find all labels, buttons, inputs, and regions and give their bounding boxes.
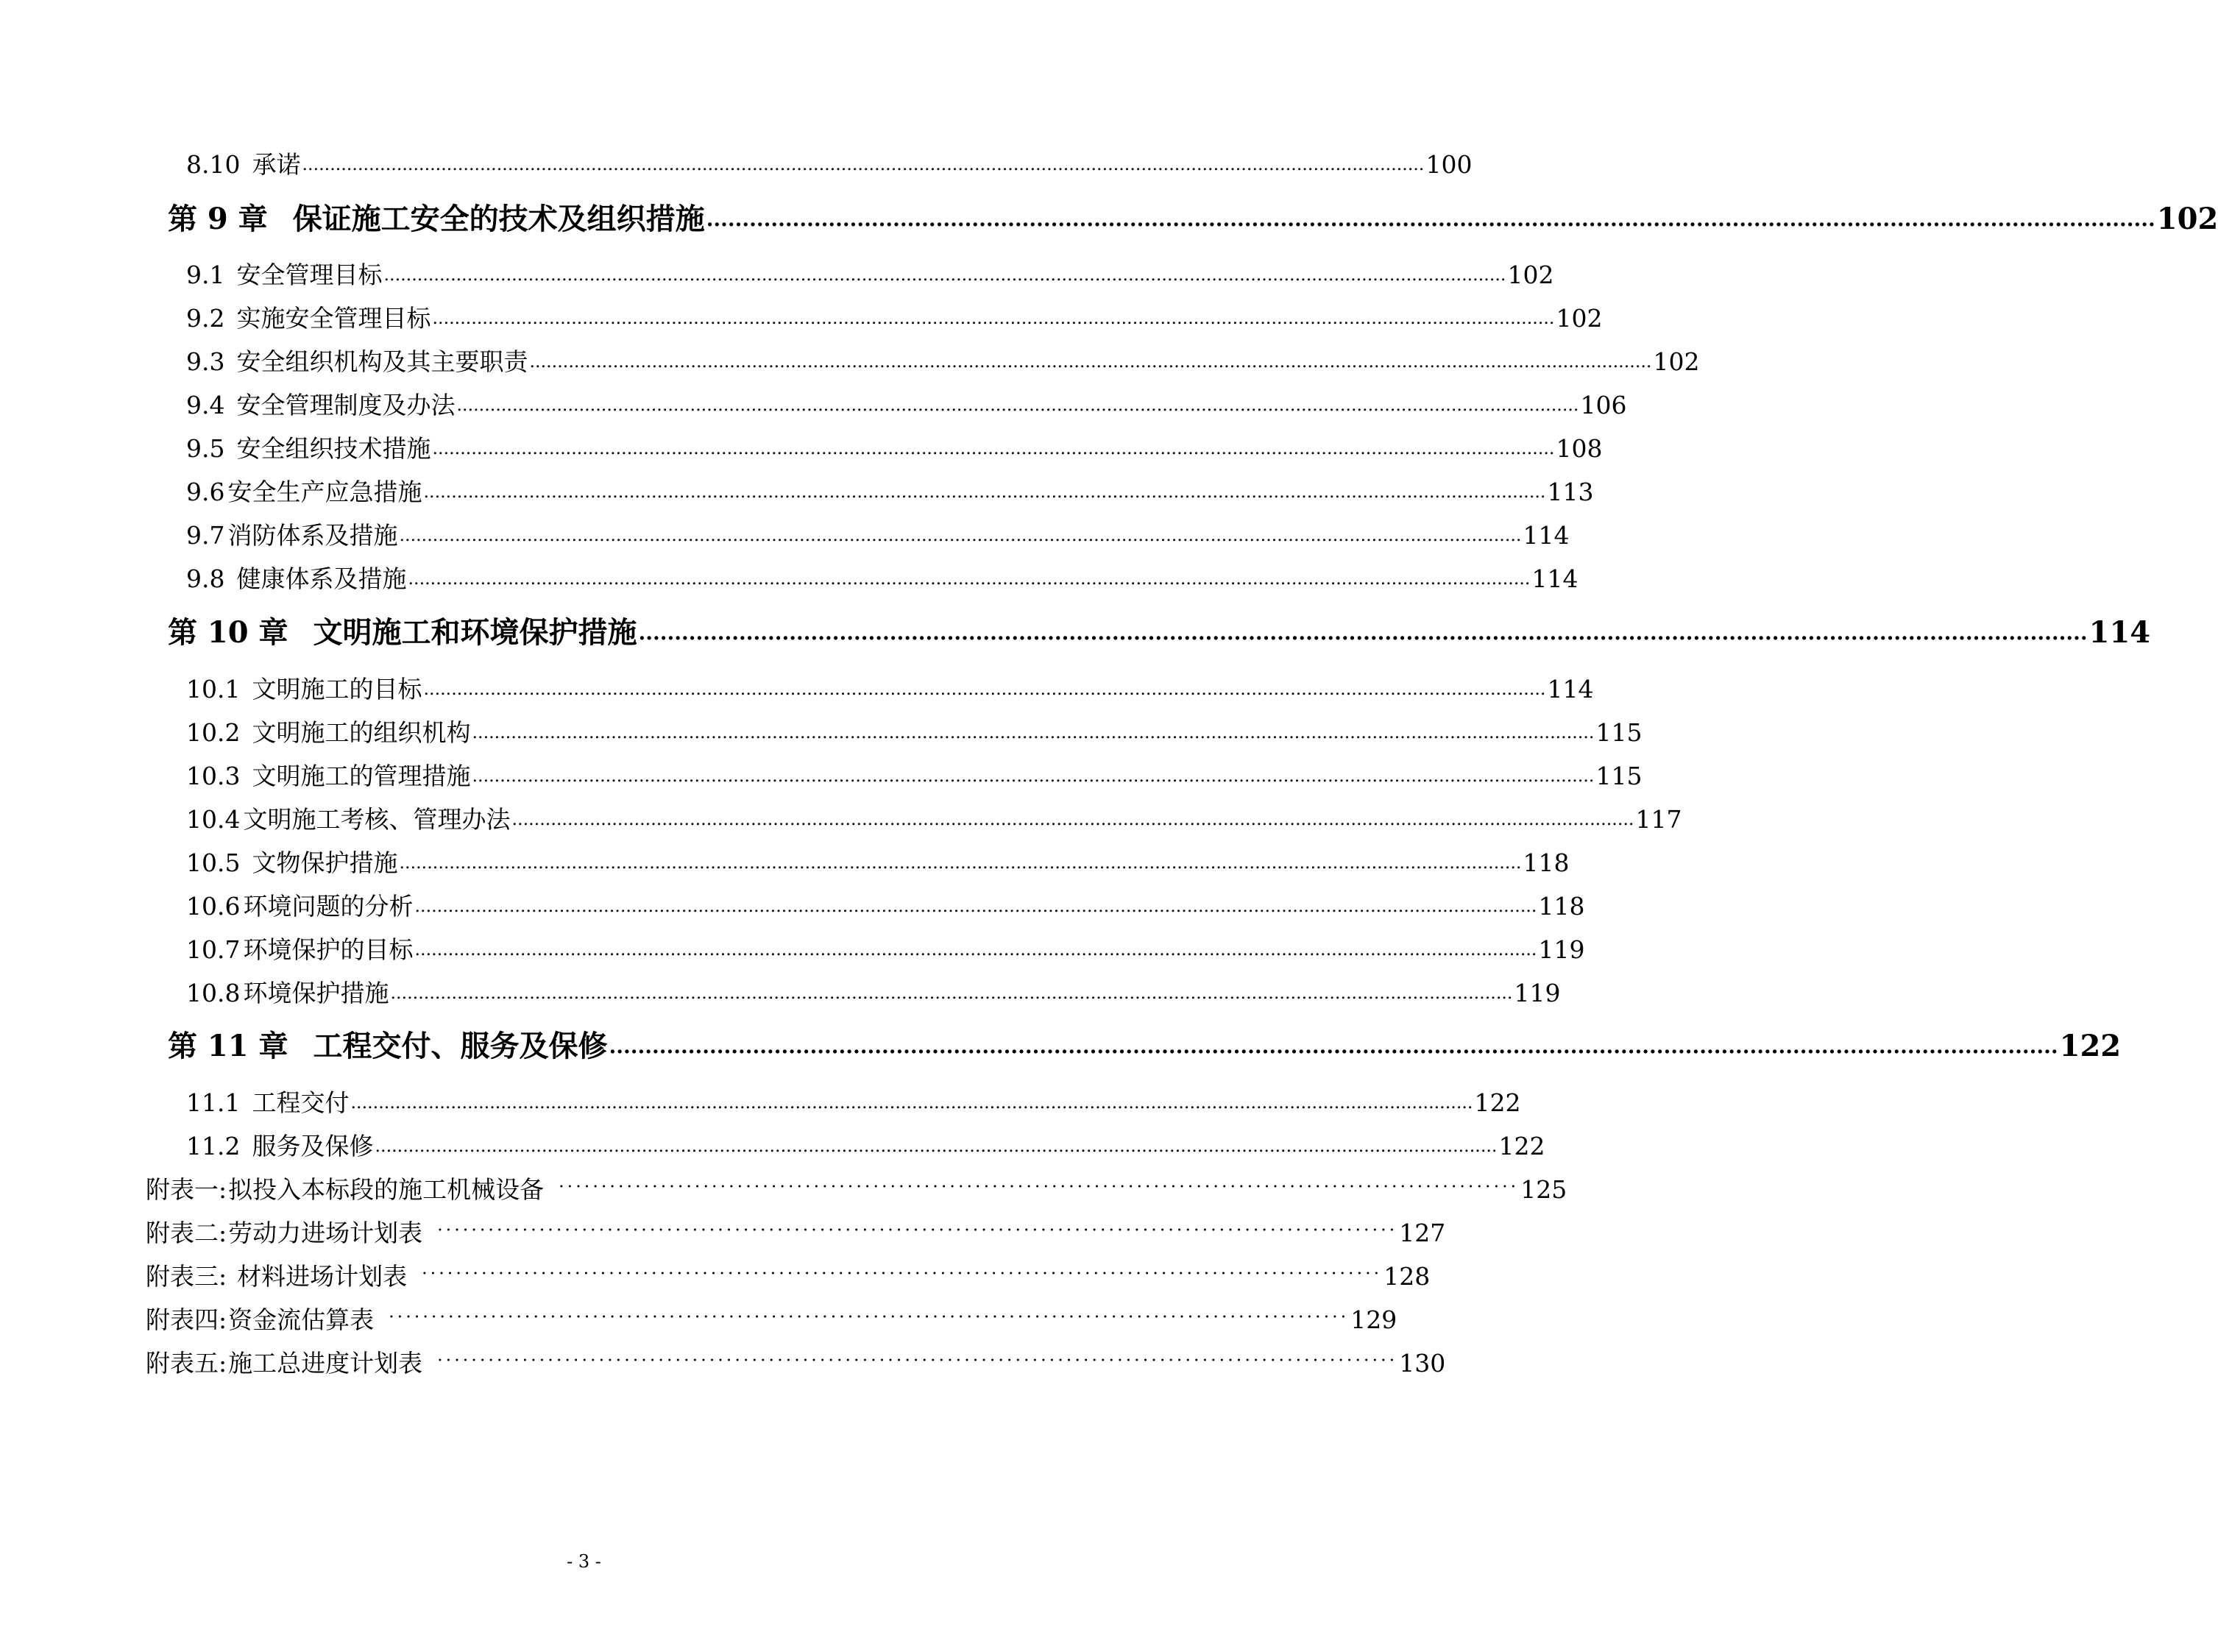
toc-entry[interactable]: [186, 431, 1603, 463]
toc-entry[interactable]: [186, 561, 1579, 593]
toc-entry[interactable]: [186, 344, 1700, 376]
toc-appendix-label: 附表四:: [146, 1305, 227, 1334]
toc-chapter-number: 第 9 章: [168, 202, 268, 236]
toc-entry-title: 安全组织技术措施: [236, 434, 431, 463]
toc-entry-title: 安全管理目标: [236, 260, 383, 289]
toc-leader-dots: ..........................................................................................................................................................................................................: [375, 1135, 1498, 1157]
toc-entry-page: 115: [1595, 718, 1643, 747]
toc-entry-number: 9.4: [186, 391, 225, 419]
toc-entry-page: 108: [1556, 434, 1603, 463]
toc-entry[interactable]: [186, 672, 1594, 703]
toc-appendix-entry[interactable]: [146, 1346, 1446, 1378]
toc-entry-page: 102: [1653, 347, 1700, 376]
toc-entry-page: 100: [1425, 150, 1473, 179]
toc-entry[interactable]: [186, 976, 1561, 1007]
toc-appendix-entry[interactable]: [146, 1216, 1446, 1247]
toc-appendix-title: 劳动力进场计划表: [228, 1219, 423, 1247]
toc-appendix-title: 施工总进度计划表: [228, 1349, 423, 1378]
toc-chapter-title: 文明施工和环境保护措施: [313, 615, 637, 650]
toc-entry-page: 114: [1547, 675, 1594, 703]
toc-entry-title: 实施安全管理目标: [236, 304, 431, 333]
toc-entry[interactable]: [186, 388, 1627, 419]
toc-entry[interactable]: [186, 475, 1594, 506]
toc-appendix-title: 材料进场计划表: [237, 1262, 408, 1291]
toc-entry-title: 服务及保修: [252, 1132, 374, 1160]
toc-chapter-entry[interactable]: [168, 1026, 2122, 1063]
toc-chapter-page: 114: [2088, 615, 2151, 650]
toc-leader-dots: ..........................................................................................................................................................................................................: [350, 1092, 1473, 1113]
toc-entry-page: 119: [1514, 979, 1561, 1007]
toc-entry-number: 10.5: [186, 848, 241, 877]
toc-entry[interactable]: [186, 301, 1603, 333]
toc-entry-number: 9.1: [186, 260, 225, 289]
toc-entry[interactable]: [186, 1085, 1521, 1117]
toc-entry-page: 115: [1595, 762, 1643, 790]
toc-chapter-number: 第 11 章: [168, 1029, 288, 1063]
toc-leader-dots: ..........................................................................................................................................................................................................: [638, 620, 2088, 645]
toc-appendix-page: 125: [1520, 1175, 1567, 1204]
toc-entry-number: 10.1: [186, 675, 241, 703]
toc-entry-title: 文明施工的目标: [252, 675, 422, 703]
toc-leader-dots: ..........................................................................................................................................................................................................: [414, 896, 1537, 917]
toc-entry[interactable]: [186, 759, 1643, 790]
toc-entry[interactable]: [186, 518, 1570, 550]
toc-entry-page: 117: [1635, 805, 1682, 834]
toc-leader-dots: ..........................................................................................................................................................................................................: [472, 722, 1595, 743]
toc-entry-number: 10.6: [186, 892, 241, 921]
toc-leader-dots: ..........................................................................................................................................................................................................: [423, 481, 1546, 503]
toc-entry-title: 安全管理制度及办法: [236, 391, 456, 419]
toc-leader-dots: ..........................................................................................................................................................................................................: [408, 568, 1531, 589]
toc-entry-title: 环境问题的分析: [243, 892, 414, 921]
toc-entry-page: 118: [1523, 848, 1570, 877]
toc-entry-page: 102: [1507, 260, 1554, 289]
toc-entry-page: 114: [1523, 521, 1570, 550]
toc-entry[interactable]: [186, 932, 1585, 964]
toc-appendix-title: 资金流估算表: [228, 1305, 375, 1334]
toc-entry-title: 文明施工考核、管理办法: [243, 805, 511, 834]
toc-entry[interactable]: [186, 889, 1585, 921]
toc-entry-page: 122: [1474, 1088, 1521, 1117]
toc-chapter-title: 工程交付、服务及保修: [313, 1029, 608, 1063]
toc-entry-title: 健康体系及措施: [236, 564, 407, 593]
toc-entry-number: 9.2: [186, 304, 225, 333]
toc-leader-dots: ..........................................................................................................................................................................................................: [432, 438, 1555, 459]
toc-entry[interactable]: [186, 802, 1682, 834]
toc-appendix-entry[interactable]: [146, 1302, 1397, 1334]
toc-entry-title: 环境保护的目标: [243, 935, 414, 964]
toc-appendix-title: 拟投入本标段的施工机械设备: [228, 1175, 545, 1204]
toc-entry-page: 122: [1498, 1132, 1545, 1160]
toc-leader-dots: ..........................................................................................................................................................................................................: [529, 351, 1652, 372]
toc-leader-dots: ..........................................................................................................................................................................................................: [383, 264, 1506, 286]
toc-entry-page: 106: [1580, 391, 1627, 419]
toc-entry-title: 安全组织机构及其主要职责: [236, 347, 528, 376]
toc-entry-number: 10.2: [186, 718, 241, 747]
toc-chapter-entry[interactable]: [168, 612, 2151, 650]
toc-entry-number: 10.8: [186, 979, 241, 1007]
toc-appendix-page: 127: [1399, 1219, 1446, 1247]
toc-entry-page: 102: [1556, 304, 1603, 333]
toc-appendix-entry[interactable]: [146, 1259, 1431, 1291]
toc-entry-title: 环境保护措施: [243, 979, 389, 1007]
toc-leader-dots: ·················································································································: [389, 1306, 1350, 1327]
toc-entry-number: 10.3: [186, 762, 241, 790]
toc-entry-title: 文明施工的组织机构: [252, 718, 471, 747]
toc-entry-number: 9.8: [186, 564, 225, 593]
toc-appendix-page: 130: [1399, 1349, 1446, 1378]
toc-chapter-page: 102: [2156, 202, 2218, 236]
toc-leader-dots: ..........................................................................................................................................................................................................: [423, 678, 1546, 700]
toc-entry-number: 9.3: [186, 347, 225, 376]
toc-leader-dots: ..........................................................................................................................................................................................................: [706, 207, 2155, 231]
toc-entry-number: 9.7: [186, 521, 225, 550]
toc-leader-dots: ·················································································································: [437, 1350, 1398, 1371]
toc-entry-title: 承诺: [252, 150, 301, 179]
toc-appendix-label: 附表二:: [146, 1219, 227, 1247]
toc-entry-number: 11.1: [186, 1088, 241, 1117]
toc-entry[interactable]: [186, 258, 1554, 289]
toc-chapter-page: 122: [2059, 1029, 2122, 1063]
toc-leader-dots: ·················································································································: [437, 1219, 1398, 1241]
toc-leader-dots: ..........................................................................................................................................................................................................: [432, 308, 1555, 329]
toc-appendix-entry[interactable]: [146, 1172, 1567, 1204]
toc-entry-page: 114: [1531, 564, 1579, 593]
toc-entry[interactable]: [186, 1129, 1545, 1160]
toc-leader-dots: ..........................................................................................................................................................................................................: [511, 809, 1634, 830]
toc-entry-number: 10.4: [186, 805, 241, 834]
toc-entry[interactable]: [186, 147, 1473, 179]
toc-entry[interactable]: [186, 715, 1643, 747]
toc-leader-dots: ..........................................................................................................................................................................................................: [456, 394, 1579, 416]
toc-leader-dots: ·················································································································: [422, 1263, 1383, 1284]
toc-entry-title: 工程交付: [252, 1088, 350, 1117]
toc-entry-page: 113: [1547, 478, 1594, 506]
toc-appendix-page: 129: [1350, 1305, 1397, 1334]
toc-entry-page: 118: [1538, 892, 1585, 921]
toc-leader-dots: ..........................................................................................................................................................................................................: [472, 765, 1595, 787]
toc-leader-dots: ..........................................................................................................................................................................................................: [399, 525, 1522, 546]
toc-appendix-page: 128: [1383, 1262, 1431, 1291]
toc-leader-dots: ..........................................................................................................................................................................................................: [399, 852, 1522, 873]
toc-entry-number: 9.6: [186, 478, 225, 506]
toc-leader-dots: ..........................................................................................................................................................................................................: [414, 939, 1537, 960]
toc-entry-title: 文明施工的管理措施: [252, 762, 471, 790]
toc-entry-title: 消防体系及措施: [227, 521, 398, 550]
toc-appendix-label: 附表一:: [146, 1175, 227, 1204]
toc-entry-number: 9.5: [186, 434, 225, 463]
toc-entry-number: 8.10: [186, 150, 241, 179]
toc-entry-number: 10.7: [186, 935, 241, 964]
toc-leader-dots: ·················································································································: [559, 1176, 1520, 1197]
toc-chapter-entry[interactable]: [168, 199, 2218, 236]
toc-chapter-title: 保证施工安全的技术及组织措施: [292, 202, 705, 236]
toc-entry-number: 11.2: [186, 1132, 241, 1160]
toc-entry-page: 119: [1538, 935, 1585, 964]
toc-entry[interactable]: [186, 846, 1570, 877]
page-number: - 3 -: [567, 1551, 601, 1572]
toc-leader-dots: ..........................................................................................................................................................................................................: [609, 1034, 2058, 1058]
toc-entry-title: 安全生产应急措施: [227, 478, 422, 506]
toc-entry-title: 文物保护措施: [252, 848, 398, 877]
toc-appendix-label: 附表三:: [146, 1262, 227, 1291]
toc-chapter-number: 第 10 章: [168, 615, 288, 650]
toc-appendix-label: 附表五:: [146, 1349, 227, 1378]
toc-leader-dots: ..........................................................................................................................................................................................................: [302, 154, 1425, 175]
toc-leader-dots: ..........................................................................................................................................................................................................: [390, 982, 1513, 1004]
